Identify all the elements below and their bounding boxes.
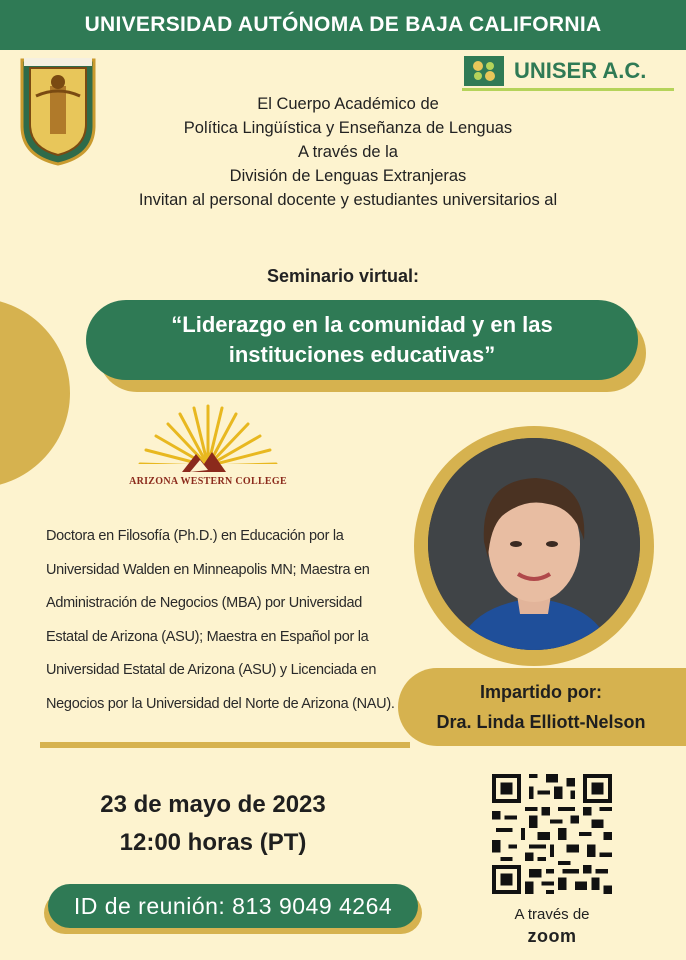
bio-line: Doctora en Filosofía (Ph.D.) en Educación por la xyxy=(46,528,344,544)
meeting-id xyxy=(48,884,418,928)
intro-line: El Cuerpo Académico de xyxy=(257,95,439,113)
platform-name: zoom xyxy=(527,926,577,946)
speaker-box xyxy=(398,668,686,746)
event-date: 23 de mayo de 2023 xyxy=(100,791,326,818)
intro-line: Invitan al personal docente y estudiantes universitarios al xyxy=(138,191,558,209)
uniser-logo xyxy=(464,56,674,86)
event-time: 12:00 horas (PT) xyxy=(119,829,307,856)
meeting-id-text: ID de reunión: 813 9049 4264 xyxy=(73,892,393,919)
platform-via: A través de xyxy=(514,906,590,923)
decorative-circle xyxy=(0,298,70,488)
header-bar xyxy=(0,0,686,50)
uniser-underline xyxy=(462,88,674,91)
seminar-label: Seminario virtual: xyxy=(266,266,420,286)
sunburst-icon xyxy=(128,402,288,476)
intro-text xyxy=(100,92,596,212)
speaker-name: Dra. Linda Elliott-Nelson xyxy=(436,712,646,732)
bio-line: Estatal de Arizona (ASU); Maestra en Español por la xyxy=(46,628,369,645)
bio-line: Administración de Negocios (MBA) por Universidad xyxy=(46,595,363,612)
divider xyxy=(40,742,410,748)
intro-line: División de Lenguas Extranjeras xyxy=(229,167,467,185)
qr-code-icon[interactable] xyxy=(492,774,612,894)
uniser-emblem-icon xyxy=(464,56,504,86)
uabc-seal-icon xyxy=(16,56,100,166)
awc-logo xyxy=(128,402,288,490)
speaker-bio xyxy=(46,520,416,722)
bio-line: Universidad Estatal de Arizona (ASU) y Licenciada en xyxy=(46,662,377,679)
awc-name: ARIZONA WESTERN COLLEGE xyxy=(129,476,287,487)
seminar-title-line: “Liderazgo en la comunidad y en las xyxy=(171,312,553,337)
university-title: UNIVERSIDAD AUTÓNOMA DE BAJA CALIFORNIA xyxy=(84,13,602,36)
speaker-label: Impartido por: xyxy=(480,682,602,702)
bio-line: Negocios por la Universidad del Norte de Arizona (NAU). xyxy=(46,695,395,712)
seminar-title-line: instituciones educativas” xyxy=(228,342,496,367)
bio-line: Universidad Walden en Minneapolis MN; Maestra en xyxy=(46,561,370,578)
intro-line: Política Lingüística y Enseñanza de Lenguas xyxy=(183,119,513,137)
intro-line: A través de la xyxy=(298,143,398,161)
uniser-name: UNISER A.C. xyxy=(514,58,647,83)
seminar-title xyxy=(86,300,638,380)
event-datetime xyxy=(82,786,344,862)
speaker-photo xyxy=(428,438,640,650)
